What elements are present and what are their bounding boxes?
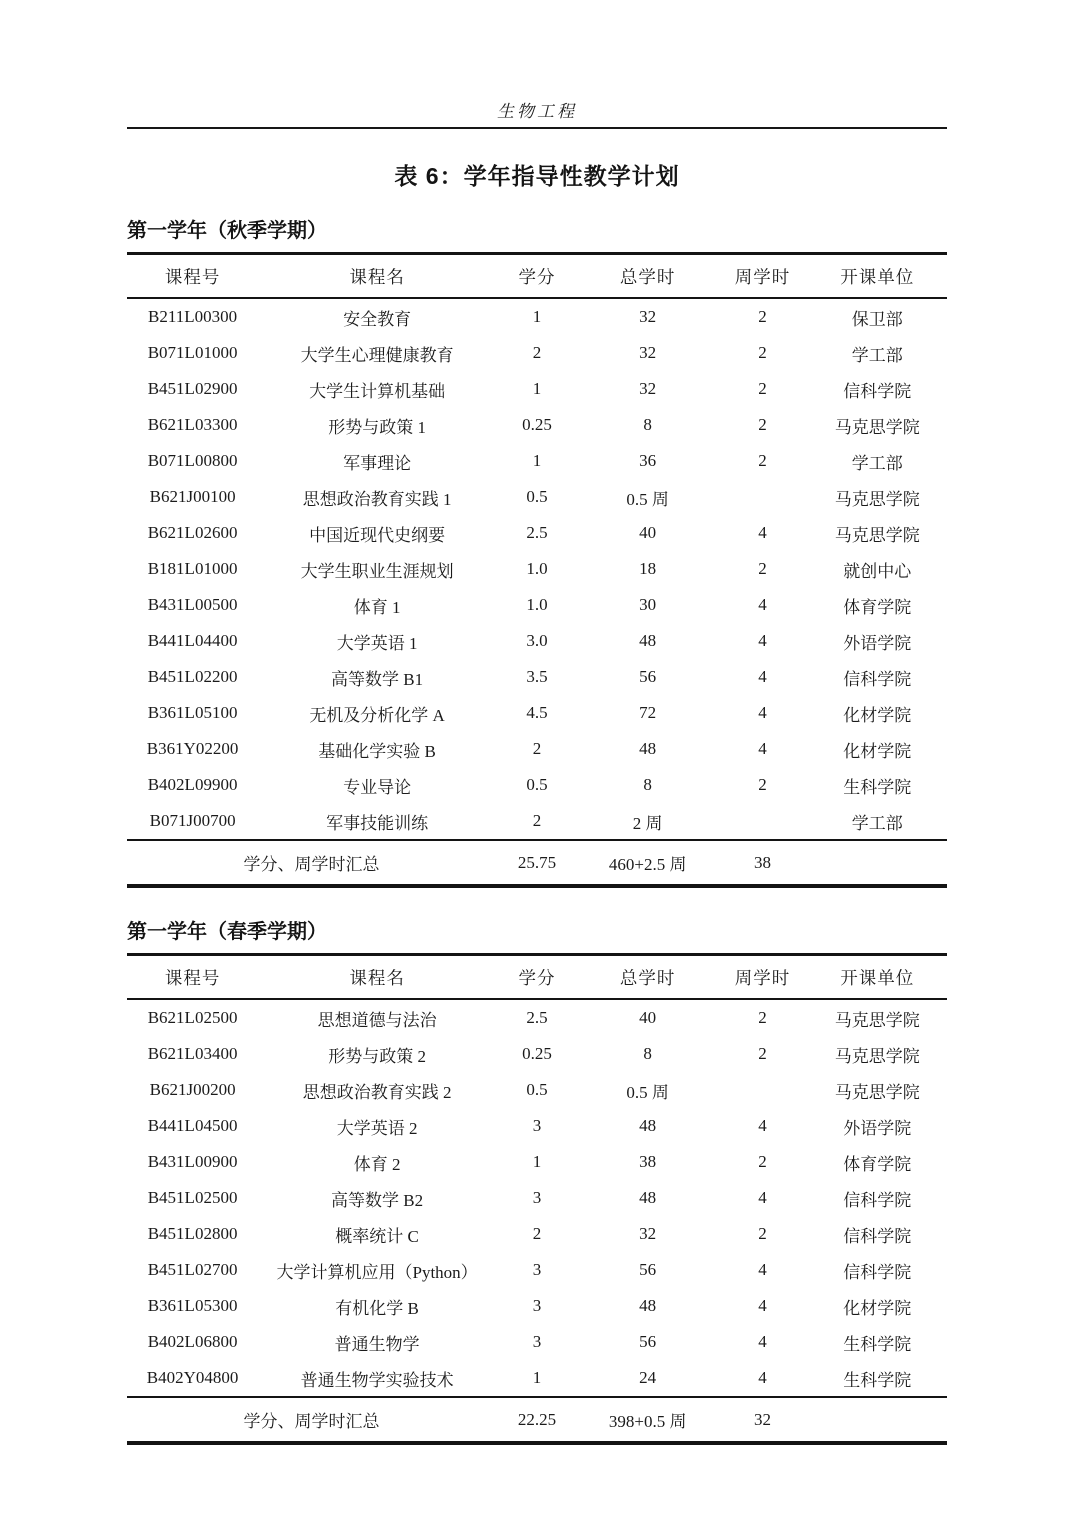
course-name-cell: 体育 2 xyxy=(353,1154,401,1174)
offering-unit-cell: 信科学院 xyxy=(843,1190,912,1210)
credits-cell: 1 xyxy=(532,1368,542,1387)
offering-unit-cell: 马克思学院 xyxy=(834,489,920,509)
credits-cell: 3.5 xyxy=(526,667,548,686)
course-code-cell: B451L02700 xyxy=(147,1260,238,1279)
table-row xyxy=(127,1036,947,1072)
total-hours-cell: 36 xyxy=(639,451,657,470)
weekly-hours-cell: 4 xyxy=(758,523,767,542)
offering-unit-cell: 马克思学院 xyxy=(834,417,920,437)
course-name-cell: 基础化学实验 B xyxy=(318,741,436,761)
summary-offering-unit xyxy=(808,1397,947,1443)
summary-offering-unit xyxy=(808,840,947,886)
table-row xyxy=(127,479,947,515)
course-code-cell: B441L04400 xyxy=(147,631,238,650)
summary-label: 学分、周学时汇总 xyxy=(127,1397,496,1443)
weekly-hours-cell: 2 xyxy=(758,775,767,794)
table-row xyxy=(127,767,947,803)
summary-weekly-hours: 38 xyxy=(717,840,807,886)
column-header-total-hours: 总学时 xyxy=(578,955,717,1000)
weekly-hours-cell: 4 xyxy=(758,595,767,614)
course-code-cell: B071J00700 xyxy=(149,811,236,830)
header-rule xyxy=(127,127,947,129)
total-hours-cell: 48 xyxy=(639,1116,657,1135)
total-hours-cell: 48 xyxy=(639,1296,657,1315)
weekly-hours-cell: 4 xyxy=(758,667,767,686)
weekly-hours-cell: 4 xyxy=(758,1260,767,1279)
weekly-hours-cell: 2 xyxy=(758,1044,767,1063)
credits-cell: 3 xyxy=(532,1260,542,1279)
weekly-hours-cell: 2 xyxy=(758,1152,767,1171)
offering-unit-cell: 生科学院 xyxy=(843,1334,912,1354)
credits-cell: 1 xyxy=(532,451,542,470)
table-row xyxy=(127,623,947,659)
total-hours-cell: 30 xyxy=(639,595,657,614)
credits-cell: 1.0 xyxy=(526,559,548,578)
offering-unit-cell: 生科学院 xyxy=(843,1370,912,1390)
course-code-cell: B181L01000 xyxy=(147,559,238,578)
total-hours-cell: 8 xyxy=(643,415,652,434)
page-title: 表 6：学年指导性教学计划 xyxy=(394,163,680,189)
credits-cell: 1.0 xyxy=(526,595,548,614)
weekly-hours-cell xyxy=(717,479,807,515)
summary-total-hours: 398+0.5 周 xyxy=(578,1397,717,1443)
total-hours-cell: 2 周 xyxy=(632,813,663,833)
credits-cell: 1 xyxy=(532,1152,542,1171)
offering-unit-cell: 马克思学院 xyxy=(834,1082,920,1102)
table-header-row xyxy=(127,254,947,299)
table-row xyxy=(127,515,947,551)
table-row xyxy=(127,1252,947,1288)
offering-unit-cell: 就创中心 xyxy=(843,561,912,581)
summary-weekly-hours: 32 xyxy=(717,1397,807,1443)
table-row xyxy=(127,1288,947,1324)
table-row xyxy=(127,1144,947,1180)
total-hours-cell: 48 xyxy=(639,631,657,650)
course-code-cell: B431L00500 xyxy=(147,595,238,614)
course-code-cell: B441L04500 xyxy=(147,1116,238,1135)
column-header-course-name: 课程名 xyxy=(258,254,496,299)
total-hours-cell: 32 xyxy=(639,307,657,326)
credits-cell: 3 xyxy=(532,1296,542,1315)
course-code-cell: B071L00800 xyxy=(147,451,238,470)
total-hours-cell: 24 xyxy=(639,1368,657,1387)
column-header-weekly-hours: 周学时 xyxy=(717,254,807,299)
credits-cell: 2.5 xyxy=(526,1008,548,1027)
course-code-cell: B621L03400 xyxy=(147,1044,238,1063)
table-row xyxy=(127,1360,947,1397)
column-header-course-name: 课程名 xyxy=(258,955,496,1000)
table-row xyxy=(127,335,947,371)
course-name-cell: 军事技能训练 xyxy=(326,813,429,833)
table-row xyxy=(127,1108,947,1144)
course-name-cell: 中国近现代史纲要 xyxy=(309,525,446,545)
total-hours-cell: 72 xyxy=(639,703,657,722)
weekly-hours-cell: 4 xyxy=(758,703,767,722)
table-header-row xyxy=(127,955,947,1000)
column-header-weekly-hours: 周学时 xyxy=(717,955,807,1000)
offering-unit-cell: 化材学院 xyxy=(843,705,912,725)
credits-cell: 0.5 xyxy=(526,1080,548,1099)
offering-unit-cell: 信科学院 xyxy=(843,1226,912,1246)
weekly-hours-cell: 4 xyxy=(758,1368,767,1387)
total-hours-cell: 40 xyxy=(639,1008,657,1027)
summary-row-spring xyxy=(127,1397,947,1443)
summary-credits: 22.25 xyxy=(496,1397,578,1443)
credits-cell: 3 xyxy=(532,1188,542,1207)
offering-unit-cell: 外语学院 xyxy=(843,633,912,653)
course-name-cell: 大学英语 2 xyxy=(336,1118,418,1138)
semester-section-spring xyxy=(127,915,947,1445)
total-hours-cell: 32 xyxy=(639,379,657,398)
column-header-course-code: 课程号 xyxy=(127,254,258,299)
credits-cell: 2 xyxy=(532,343,542,362)
total-hours-cell: 18 xyxy=(639,559,657,578)
offering-unit-cell: 学工部 xyxy=(851,813,903,833)
course-name-cell: 大学生心理健康教育 xyxy=(300,345,454,365)
table-row xyxy=(127,731,947,767)
table-body-fall xyxy=(127,298,947,840)
total-hours-cell: 56 xyxy=(639,1332,657,1351)
offering-unit-cell: 马克思学院 xyxy=(834,525,920,545)
course-code-cell: B621L02500 xyxy=(147,1008,238,1027)
course-name-cell: 军事理论 xyxy=(343,453,412,473)
weekly-hours-cell: 2 xyxy=(758,559,767,578)
offering-unit-cell: 体育学院 xyxy=(843,1154,912,1174)
column-header-offering-unit: 开课单位 xyxy=(808,254,947,299)
total-hours-cell: 8 xyxy=(643,775,652,794)
weekly-hours-cell: 2 xyxy=(758,343,767,362)
total-hours-cell: 48 xyxy=(639,1188,657,1207)
course-code-cell: B451L02500 xyxy=(147,1188,238,1207)
weekly-hours-cell: 2 xyxy=(758,307,767,326)
credits-cell: 1 xyxy=(532,307,542,326)
table-row xyxy=(127,659,947,695)
course-code-cell: B361Y02200 xyxy=(146,739,239,758)
course-name-cell: 普通生物学实验技术 xyxy=(300,1370,454,1390)
offering-unit-cell: 学工部 xyxy=(851,345,903,365)
table-row xyxy=(127,551,947,587)
credits-cell: 0.5 xyxy=(526,487,548,506)
offering-unit-cell: 保卫部 xyxy=(851,309,903,329)
course-code-cell: B361L05100 xyxy=(147,703,238,722)
course-code-cell: B402L09900 xyxy=(147,775,238,794)
credits-cell: 4.5 xyxy=(526,703,548,722)
course-code-cell: B402Y04800 xyxy=(146,1368,239,1387)
course-code-cell: B621L03300 xyxy=(147,415,238,434)
page-content xyxy=(127,0,947,1445)
course-name-cell: 有机化学 B xyxy=(335,1298,419,1318)
course-code-cell: B361L05300 xyxy=(147,1296,238,1315)
column-header-offering-unit: 开课单位 xyxy=(808,955,947,1000)
column-header-credits: 学分 xyxy=(496,955,578,1000)
course-table-fall xyxy=(127,252,947,888)
total-hours-cell: 32 xyxy=(639,343,657,362)
table-row xyxy=(127,587,947,623)
course-name-cell: 无机及分析化学 A xyxy=(309,705,445,725)
course-table-spring xyxy=(127,953,947,1445)
offering-unit-cell: 马克思学院 xyxy=(834,1010,920,1030)
course-name-cell: 体育 1 xyxy=(353,597,401,617)
column-header-total-hours: 总学时 xyxy=(578,254,717,299)
summary-label: 学分、周学时汇总 xyxy=(127,840,496,886)
course-name-cell: 思想政治教育实践 2 xyxy=(302,1082,452,1102)
credits-cell: 3 xyxy=(532,1332,542,1351)
total-hours-cell: 56 xyxy=(639,1260,657,1279)
summary-credits: 25.75 xyxy=(496,840,578,886)
table-row xyxy=(127,1180,947,1216)
offering-unit-cell: 信科学院 xyxy=(843,669,912,689)
offering-unit-cell: 化材学院 xyxy=(843,1298,912,1318)
offering-unit-cell: 外语学院 xyxy=(843,1118,912,1138)
course-name-cell: 大学生职业生涯规划 xyxy=(300,561,454,581)
course-name-cell: 大学计算机应用（Python） xyxy=(276,1262,478,1282)
summary-total-hours: 460+2.5 周 xyxy=(578,840,717,886)
course-code-cell: B431L00900 xyxy=(147,1152,238,1171)
credits-cell: 2 xyxy=(532,811,542,830)
credits-cell: 0.5 xyxy=(526,775,548,794)
table-row xyxy=(127,999,947,1036)
table-row xyxy=(127,371,947,407)
running-header: 生物工程 xyxy=(497,102,577,121)
credits-cell: 0.25 xyxy=(522,415,552,434)
table-row xyxy=(127,407,947,443)
course-code-cell: B451L02900 xyxy=(147,379,238,398)
section-heading-fall: 第一学年（秋季学期） xyxy=(127,220,327,242)
table-body-spring xyxy=(127,999,947,1397)
table-row xyxy=(127,695,947,731)
column-header-course-code: 课程号 xyxy=(127,955,258,1000)
weekly-hours-cell: 2 xyxy=(758,1008,767,1027)
offering-unit-cell: 马克思学院 xyxy=(834,1046,920,1066)
table-row xyxy=(127,1324,947,1360)
weekly-hours-cell: 4 xyxy=(758,739,767,758)
total-hours-cell: 0.5 周 xyxy=(626,1082,669,1102)
course-code-cell: B211L00300 xyxy=(148,307,238,326)
credits-cell: 2 xyxy=(532,1224,542,1243)
weekly-hours-cell: 4 xyxy=(758,1188,767,1207)
course-name-cell: 高等数学 B2 xyxy=(331,1190,424,1210)
offering-unit-cell: 信科学院 xyxy=(843,1262,912,1282)
weekly-hours-cell: 4 xyxy=(758,1296,767,1315)
credits-cell: 3.0 xyxy=(526,631,548,650)
weekly-hours-cell xyxy=(717,1072,807,1108)
course-name-cell: 专业导论 xyxy=(343,777,412,797)
course-code-cell: B071L01000 xyxy=(147,343,238,362)
offering-unit-cell: 体育学院 xyxy=(843,597,912,617)
course-name-cell: 概率统计 C xyxy=(335,1226,419,1246)
course-code-cell: B451L02800 xyxy=(147,1224,238,1243)
weekly-hours-cell: 4 xyxy=(758,1332,767,1351)
course-code-cell: B451L02200 xyxy=(147,667,238,686)
weekly-hours-cell xyxy=(717,803,807,840)
course-code-cell: B402L06800 xyxy=(147,1332,238,1351)
column-header-credits: 学分 xyxy=(496,254,578,299)
weekly-hours-cell: 2 xyxy=(758,451,767,470)
course-code-cell: B621J00200 xyxy=(149,1080,236,1099)
course-name-cell: 思想道德与法治 xyxy=(317,1010,437,1030)
credits-cell: 0.25 xyxy=(522,1044,552,1063)
total-hours-cell: 8 xyxy=(643,1044,652,1063)
course-name-cell: 安全教育 xyxy=(343,309,412,329)
total-hours-cell: 0.5 周 xyxy=(626,489,669,509)
total-hours-cell: 48 xyxy=(639,739,657,758)
total-hours-cell: 32 xyxy=(639,1224,657,1243)
credits-cell: 2.5 xyxy=(526,523,548,542)
semester-section-fall xyxy=(127,214,947,888)
course-name-cell: 形势与政策 1 xyxy=(328,417,426,437)
offering-unit-cell: 化材学院 xyxy=(843,741,912,761)
course-code-cell: B621L02600 xyxy=(147,523,238,542)
credits-cell: 1 xyxy=(532,379,542,398)
table-row xyxy=(127,1216,947,1252)
offering-unit-cell: 信科学院 xyxy=(843,381,912,401)
credits-cell: 3 xyxy=(532,1116,542,1135)
weekly-hours-cell: 4 xyxy=(758,631,767,650)
course-name-cell: 思想政治教育实践 1 xyxy=(302,489,452,509)
credits-cell: 2 xyxy=(532,739,542,758)
offering-unit-cell: 生科学院 xyxy=(843,777,912,797)
table-row xyxy=(127,803,947,840)
course-name-cell: 形势与政策 2 xyxy=(328,1046,426,1066)
total-hours-cell: 40 xyxy=(639,523,657,542)
weekly-hours-cell: 2 xyxy=(758,379,767,398)
table-row xyxy=(127,298,947,335)
total-hours-cell: 56 xyxy=(639,667,657,686)
section-heading-spring: 第一学年（春季学期） xyxy=(127,921,327,943)
summary-row-fall xyxy=(127,840,947,886)
table-row xyxy=(127,443,947,479)
course-name-cell: 大学英语 1 xyxy=(336,633,418,653)
offering-unit-cell: 学工部 xyxy=(851,453,903,473)
weekly-hours-cell: 2 xyxy=(758,415,767,434)
course-name-cell: 大学生计算机基础 xyxy=(309,381,446,401)
course-code-cell: B621J00100 xyxy=(149,487,236,506)
course-name-cell: 普通生物学 xyxy=(334,1334,420,1354)
course-name-cell: 高等数学 B1 xyxy=(331,669,424,689)
total-hours-cell: 38 xyxy=(639,1152,657,1171)
table-row xyxy=(127,1072,947,1108)
weekly-hours-cell: 4 xyxy=(758,1116,767,1135)
weekly-hours-cell: 2 xyxy=(758,1224,767,1243)
